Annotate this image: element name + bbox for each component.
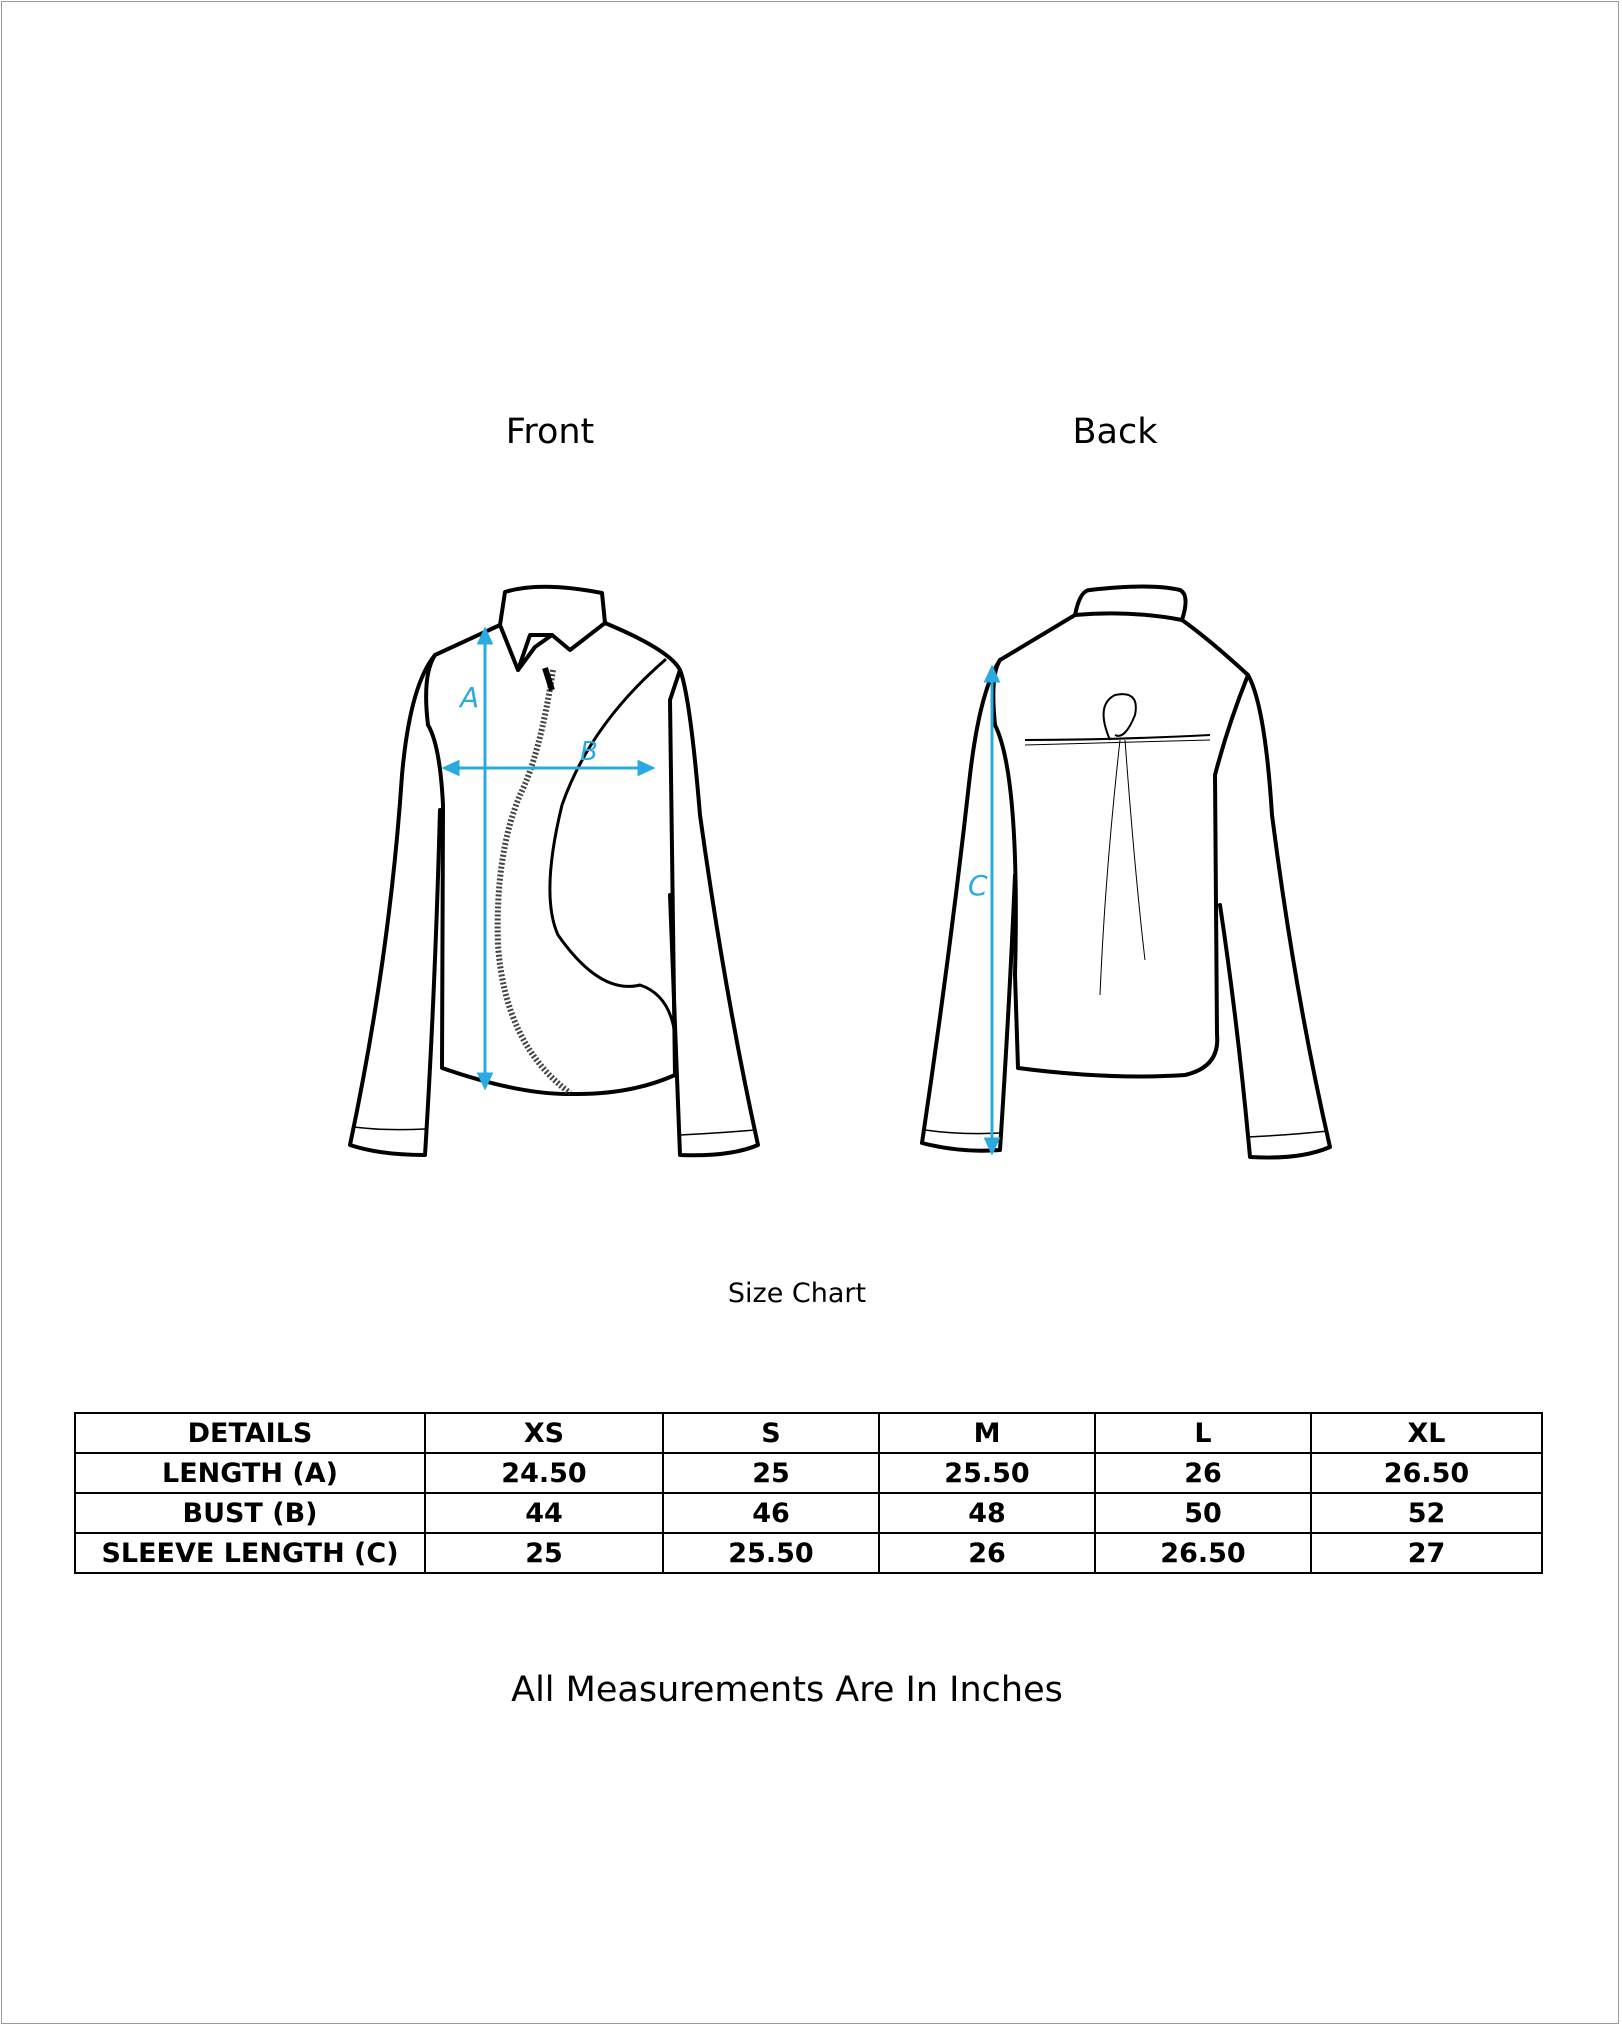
- bust-measure-line: [445, 762, 652, 774]
- table-cell: 24.50: [425, 1453, 663, 1493]
- header-cell: XS: [425, 1413, 663, 1453]
- header-cell: S: [663, 1413, 879, 1453]
- header-cell: DETAILS: [75, 1413, 425, 1453]
- table-cell: 26.50: [1095, 1533, 1311, 1573]
- size-table: [74, 1412, 1543, 1574]
- table-row: [75, 1493, 1542, 1533]
- table-cell: 48: [879, 1493, 1095, 1533]
- table-cell: 26: [1095, 1453, 1311, 1493]
- table-row: [75, 1533, 1542, 1573]
- header-cell: L: [1095, 1413, 1311, 1453]
- length-measure-line: [479, 630, 491, 1087]
- table-cell: 50: [1095, 1493, 1311, 1533]
- size-chart-caption: Size Chart: [727, 1278, 867, 1309]
- table-cell: 27: [1311, 1533, 1542, 1573]
- front-jacket-illustration: [340, 575, 770, 1165]
- table-header-row: [75, 1413, 1542, 1453]
- table-cell: 26.50: [1311, 1453, 1542, 1493]
- row-label: SLEEVE LENGTH (C): [75, 1533, 425, 1573]
- header-cell: M: [879, 1413, 1095, 1453]
- table-cell: 25.50: [663, 1533, 879, 1573]
- back-collar-shape: [1075, 587, 1186, 621]
- front-view-label: Front: [505, 412, 595, 452]
- collar-shape: [500, 587, 605, 670]
- table-cell: 52: [1311, 1493, 1542, 1533]
- back-view-label: Back: [1072, 412, 1158, 452]
- marker-b: B: [580, 737, 598, 767]
- table-cell: 44: [425, 1493, 663, 1533]
- table-cell: 25: [663, 1453, 879, 1493]
- marker-c: C: [968, 869, 988, 902]
- marker-a: A: [460, 681, 480, 714]
- table-cell: 26: [879, 1533, 1095, 1573]
- row-label: BUST (B): [75, 1493, 425, 1533]
- table-cell: 25: [425, 1533, 663, 1573]
- table-cell: 46: [663, 1493, 879, 1533]
- table-cell: 25.50: [879, 1453, 1095, 1493]
- measurement-footnote: All Measurements Are In Inches: [511, 1670, 1063, 1710]
- sleeve-measure-line: [986, 668, 998, 1152]
- header-cell: XL: [1311, 1413, 1542, 1453]
- page-frame: [1, 1, 1619, 2024]
- row-label: LENGTH (A): [75, 1453, 425, 1493]
- table-row: [75, 1453, 1542, 1493]
- back-jacket-illustration: [910, 575, 1340, 1165]
